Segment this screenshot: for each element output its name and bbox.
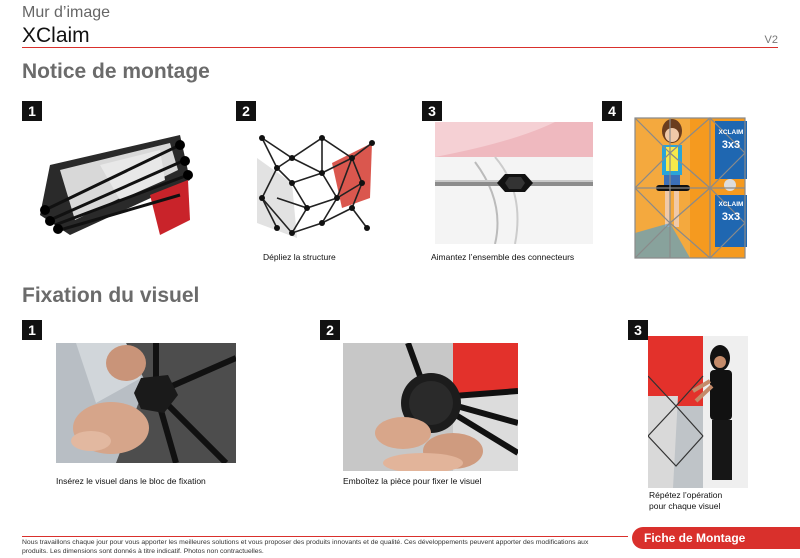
- step-number-2: 2: [236, 101, 256, 121]
- doc-title: XClaim: [22, 24, 90, 47]
- footer-divider: [22, 536, 628, 537]
- panel-label-top: XCLAIM: [718, 129, 744, 136]
- photo-fix-piece: [343, 343, 518, 471]
- step-number-4: 4: [602, 101, 622, 121]
- fiche-badge: Fiche de Montage: [632, 527, 800, 549]
- caption-fix-step-1: Insérez le visuel dans le bloc de fixation: [56, 476, 206, 486]
- section-heading-montage: Notice de montage: [22, 60, 210, 83]
- photo-unfolded-structure: [252, 128, 377, 246]
- caption-fix-step-3-line1: Répétez l’opération: [649, 490, 723, 500]
- fix-step-number-1: 1: [22, 320, 42, 340]
- caption-step-2: Dépliez la structure: [263, 252, 336, 262]
- step-number-3: 3: [422, 101, 442, 121]
- footer-disclaimer: [22, 538, 612, 556]
- caption-fix-step-3-line2: pour chaque visuel: [649, 501, 721, 511]
- photo-magnetic-connector: [435, 122, 593, 244]
- photo-repeat-operation: [648, 336, 748, 488]
- photo-folded-structure: [30, 125, 195, 243]
- panel-label-bottom: XCLAIM: [718, 201, 744, 208]
- fix-step-number-2: 2: [320, 320, 340, 340]
- doc-subtitle: Mur d’image: [22, 4, 111, 21]
- fix-step-number-3: 3: [628, 320, 648, 340]
- caption-fix-step-2: Emboîtez la pièce pour fixer le visuel: [343, 476, 482, 486]
- photo-insert-visual: [56, 343, 236, 463]
- panel-size-bottom: 3x3: [721, 211, 741, 223]
- version-label: V2: [764, 34, 778, 46]
- photo-assembled-wall: [630, 113, 750, 263]
- footer-line-2: produits. Les dimensions sont donnés à titre indicatif. Photos non contractuelles.: [22, 548, 264, 555]
- footer-line-1: Nous travaillons chaque jour pour vous apporter les meilleures solutions et vous proposer des produits innovants et de qualité. Ces développements peuvent apporter des modifications aux: [22, 539, 589, 546]
- header-divider: [22, 47, 778, 48]
- step-number-1: 1: [22, 101, 42, 121]
- caption-step-3: Aimantez l’ensemble des connecteurs: [431, 252, 575, 262]
- section-heading-fixation: Fixation du visuel: [22, 284, 200, 307]
- panel-size-top: 3x3: [721, 139, 741, 151]
